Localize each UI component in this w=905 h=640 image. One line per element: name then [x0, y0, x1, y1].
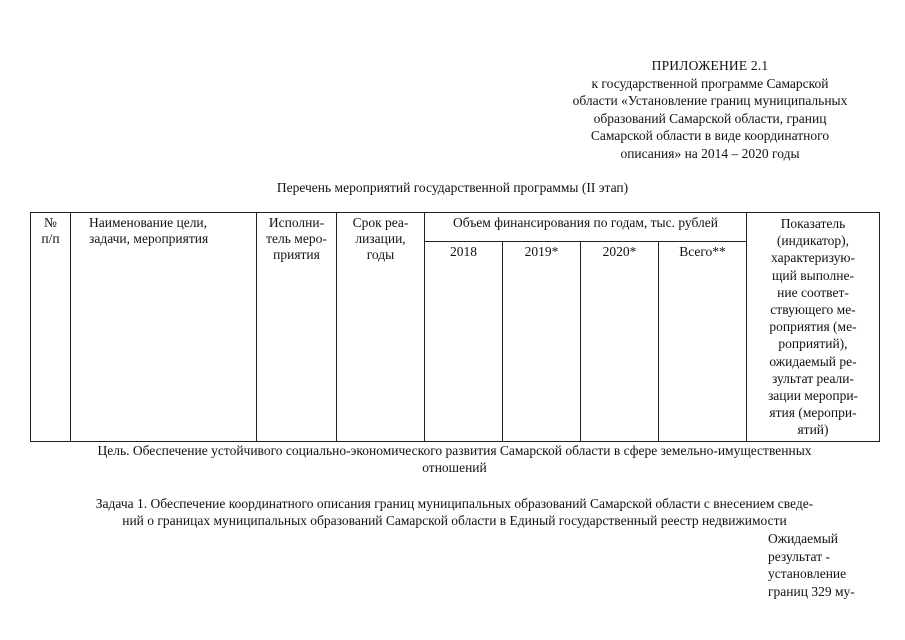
goal-text: Цель. Обеспечение устойчивого социально-экономического развития Самарской области в сфере земельно-имущественных отношений [97, 443, 812, 475]
header-year: 2019* [503, 241, 581, 441]
header-term: Срок реа- лизации, годы [337, 213, 425, 442]
header-year: 2020* [581, 241, 659, 441]
header-executor: Исполни- тель меро- приятия [257, 213, 337, 442]
program-table [30, 212, 880, 442]
header-year-total: Всего** [659, 241, 747, 441]
appendix-line: области «Установление границ муниципальных [572, 93, 848, 108]
appendix-title: ПРИЛОЖЕНИЕ 2.1 [651, 58, 769, 73]
appendix-line: к государственной программе Самарской [591, 75, 829, 91]
appendix-line: Самарской области в виде координатного [590, 128, 830, 143]
header-num: № п/п [31, 213, 71, 442]
result-fragment: Ожидаемый результат - установление границ 329 му- [768, 531, 855, 599]
header-indicator: Показатель (индикатор), характеризую- щий выполне- ние соответ- ствующего ме- роприятия (ме- роприятий), ожидаемый ре- зультат реали- зации меропри- ятия (меропри- ятий) [747, 213, 880, 442]
header-name: Наименование цели, задачи, мероприятия [71, 213, 257, 442]
table-header-row [31, 213, 880, 242]
appendix-header [520, 57, 900, 162]
list-title: Перечень мероприятий государственной программы (II этап) [276, 180, 629, 195]
header-year: 2018 [425, 241, 503, 441]
task-text: Задача 1. Обеспечение координатного описания границ муниципальных образований Самарской области с внесением сведе- ний о границах муниципальных образований Самарской области в Единый государственный реестр недвижимости [95, 496, 814, 528]
appendix-line: описания» на 2014 – 2020 годы [620, 145, 800, 161]
header-funding: Объем финансирования по годам, тыс. рублей [425, 213, 747, 242]
appendix-line: образований Самарской области, границ [593, 110, 827, 126]
